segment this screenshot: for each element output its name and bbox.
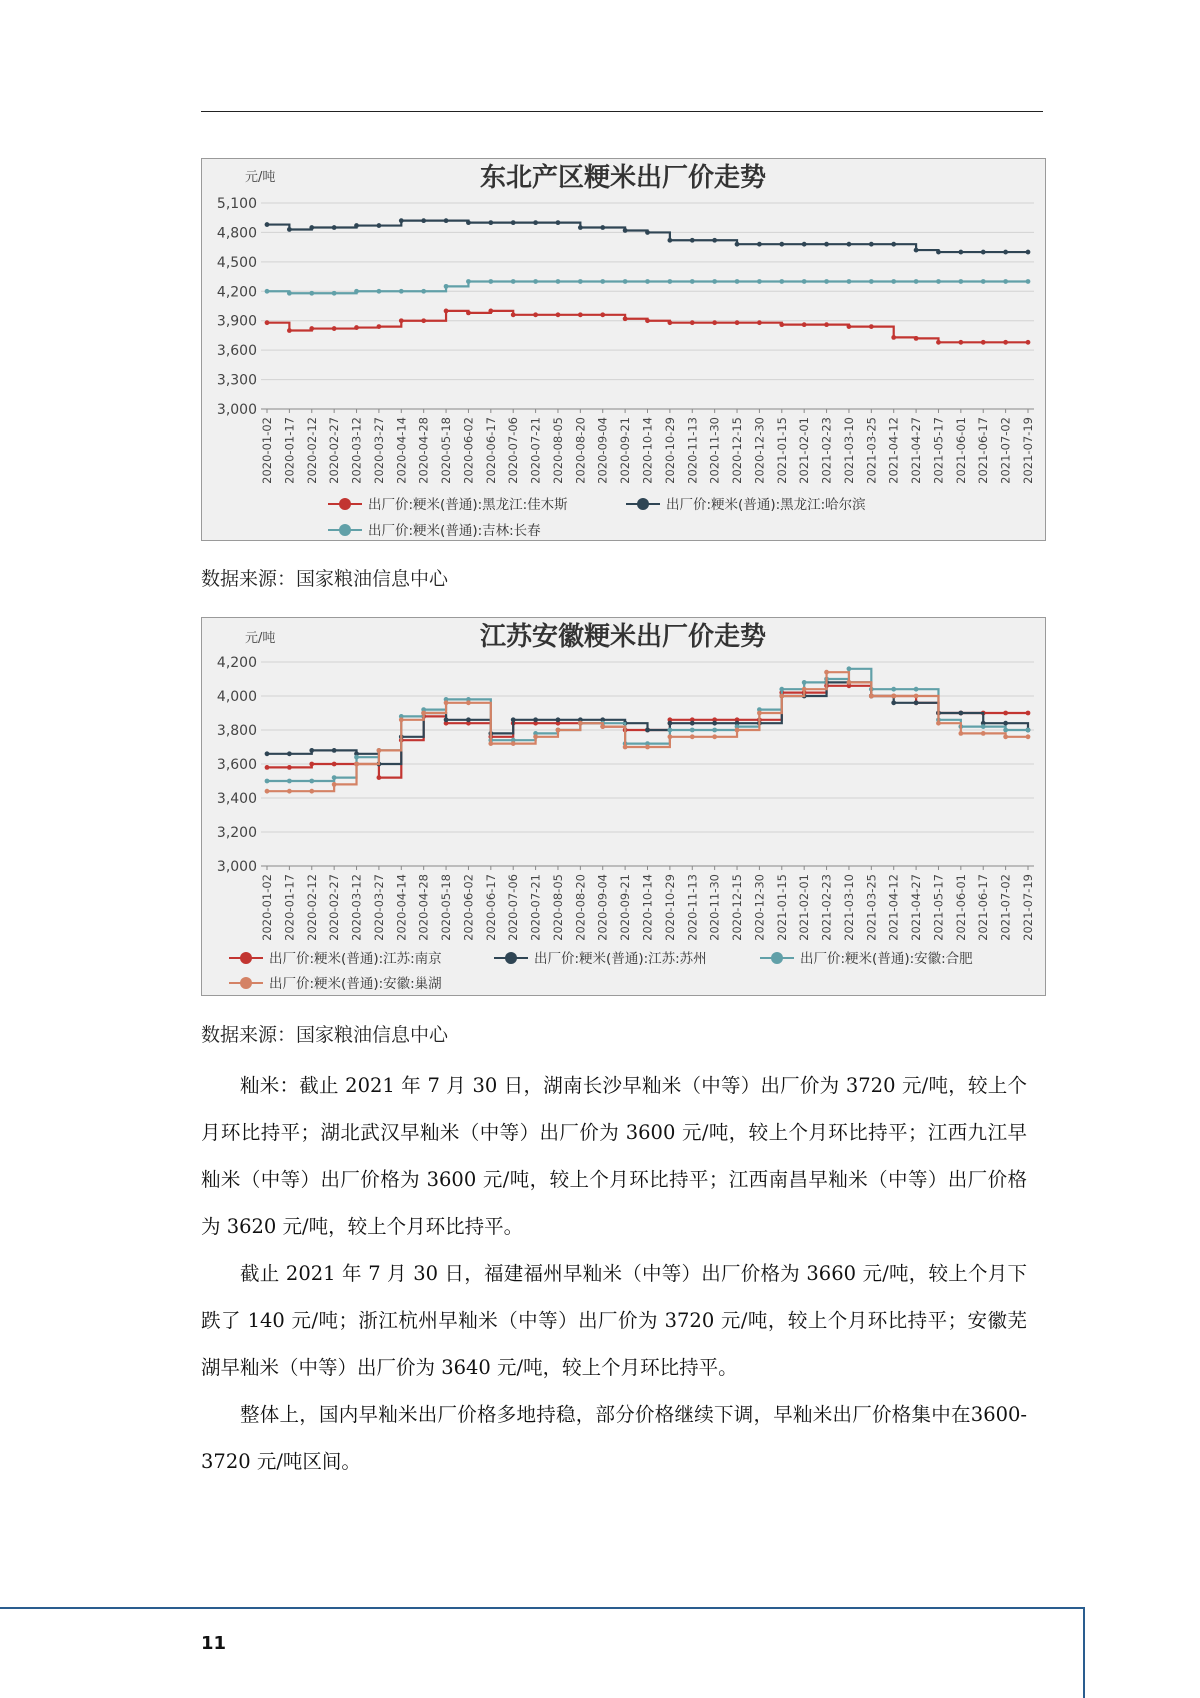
- x-tick-label: 2020-08-20: [573, 417, 588, 484]
- data-point: [891, 335, 896, 340]
- data-point: [891, 279, 896, 284]
- data-point: [511, 717, 516, 722]
- data-point: [779, 322, 784, 327]
- data-point: [488, 220, 493, 225]
- x-tick-label: 2020-10-14: [640, 417, 655, 484]
- data-point: [914, 336, 919, 341]
- data-point: [533, 734, 538, 739]
- x-tick-label: 2021-02-01: [797, 417, 812, 484]
- data-point: [891, 700, 896, 705]
- data-point: [667, 279, 672, 284]
- unit-label: 元/吨: [245, 631, 276, 646]
- data-point: [265, 289, 270, 294]
- data-point: [511, 741, 516, 746]
- x-tick-label: 2020-03-12: [349, 874, 364, 941]
- data-point: [645, 728, 650, 733]
- data-point: [779, 279, 784, 284]
- data-point: [623, 279, 628, 284]
- data-point: [1003, 734, 1008, 739]
- x-tick-label: 2021-04-12: [886, 417, 901, 484]
- x-tick-label: 2020-07-21: [528, 874, 543, 941]
- data-point: [847, 680, 852, 685]
- data-point: [757, 279, 762, 284]
- data-point: [600, 279, 605, 284]
- data-point: [1026, 734, 1031, 739]
- data-point: [869, 324, 874, 329]
- data-point: [1003, 711, 1008, 716]
- x-tick-label: 2021-06-17: [976, 874, 991, 941]
- data-point: [645, 318, 650, 323]
- y-tick-label: 3,200: [216, 825, 257, 841]
- data-point: [309, 225, 314, 230]
- data-point: [1003, 250, 1008, 255]
- legend-label: 出厂价:粳米(普通):江苏:苏州: [534, 951, 707, 967]
- x-tick-label: 2020-04-14: [394, 417, 409, 484]
- x-tick-label: 2021-07-19: [1021, 874, 1035, 941]
- data-point: [824, 242, 829, 247]
- data-point: [511, 312, 516, 317]
- x-tick-label: 2020-04-14: [394, 874, 409, 941]
- x-tick-label: 2020-07-06: [506, 417, 521, 484]
- data-point: [309, 762, 314, 767]
- data-point: [981, 724, 986, 729]
- data-point: [690, 721, 695, 726]
- legend-marker: [339, 498, 351, 510]
- data-point: [287, 779, 292, 784]
- data-point: [511, 279, 516, 284]
- data-point: [265, 779, 270, 784]
- x-tick-label: 2020-10-29: [662, 874, 677, 941]
- x-tick-label: 2020-09-04: [595, 874, 610, 941]
- legend-marker: [771, 952, 783, 964]
- data-point: [1026, 711, 1031, 716]
- data-point: [377, 289, 382, 294]
- y-tick-label: 3,800: [216, 723, 257, 739]
- data-point: [869, 242, 874, 247]
- x-tick-label: 2020-05-18: [439, 417, 454, 484]
- x-tick-label: 2020-09-21: [618, 874, 633, 941]
- data-point: [444, 717, 449, 722]
- x-tick-label: 2021-04-27: [909, 874, 924, 941]
- x-tick-label: 2020-06-02: [461, 417, 476, 484]
- data-point: [332, 748, 337, 753]
- data-point: [600, 312, 605, 317]
- paragraph: 截止 2021 年 7 月 30 日，福建福州早籼米（中等）出厂价格为 3660 元/吨，较上个月下跌了 140 元/吨；浙江杭州早籼米（中等）出厂价为 3720 元/吨，较上个月环比持平；安徽芜湖早籼米（中等）出厂价为 3640 元/吨，较上个月环比持平。: [201, 1262, 1027, 1379]
- data-point: [847, 279, 852, 284]
- data-point: [958, 340, 963, 345]
- data-point: [712, 238, 717, 243]
- data-point: [690, 734, 695, 739]
- x-tick-label: 2021-06-01: [953, 417, 968, 484]
- page-number: 11: [201, 1633, 227, 1654]
- x-tick-label: 2020-01-17: [282, 874, 297, 941]
- data-point: [936, 279, 941, 284]
- x-tick-label: 2020-01-02: [260, 874, 274, 941]
- data-point: [735, 320, 740, 325]
- data-point: [466, 700, 471, 705]
- data-point: [466, 717, 471, 722]
- data-point: [690, 320, 695, 325]
- x-tick-label: 2020-05-18: [439, 874, 454, 941]
- data-point: [958, 279, 963, 284]
- legend-marker: [637, 498, 649, 510]
- source-note-2: 数据来源：国家粮油信息中心: [201, 1024, 449, 1046]
- data-point: [690, 238, 695, 243]
- paragraph: 整体上，国内早籼米出厂价格多地持稳，部分价格继续下调，早籼米出厂价格集中在3600-3720 元/吨区间。: [201, 1403, 1027, 1473]
- data-point: [779, 242, 784, 247]
- data-point: [891, 687, 896, 692]
- data-point: [712, 279, 717, 284]
- data-point: [332, 762, 337, 767]
- chart-title: 东北产区粳米出厂价走势: [479, 163, 767, 193]
- x-tick-label: 2021-03-25: [864, 417, 879, 484]
- data-point: [936, 250, 941, 255]
- data-point: [421, 289, 426, 294]
- x-tick-label: 2020-02-27: [327, 417, 342, 484]
- data-point: [377, 223, 382, 228]
- data-point: [802, 322, 807, 327]
- data-point: [802, 680, 807, 685]
- chart-title: 江苏安徽粳米出厂价走势: [479, 622, 767, 652]
- x-tick-label: 2021-01-15: [774, 417, 789, 484]
- data-point: [824, 322, 829, 327]
- data-point: [914, 248, 919, 253]
- data-point: [578, 225, 583, 230]
- data-point: [399, 218, 404, 223]
- data-point: [958, 711, 963, 716]
- y-tick-label: 4,200: [216, 284, 257, 301]
- data-point: [377, 324, 382, 329]
- data-point: [869, 279, 874, 284]
- y-tick-label: 4,200: [216, 655, 257, 671]
- data-point: [847, 666, 852, 671]
- y-tick-label: 4,800: [216, 225, 257, 242]
- x-tick-label: 2020-07-06: [506, 874, 521, 941]
- y-tick-label: 5,100: [216, 196, 257, 212]
- data-point: [712, 734, 717, 739]
- legend-marker: [240, 952, 252, 964]
- x-tick-label: 2021-04-27: [909, 417, 924, 484]
- data-point: [936, 721, 941, 726]
- legend-marker: [240, 977, 252, 989]
- x-tick-label: 2020-06-17: [483, 417, 498, 484]
- chart-northeast-svg: [202, 159, 1045, 540]
- y-tick-label: 4,000: [216, 689, 257, 705]
- data-point: [779, 694, 784, 699]
- data-point: [735, 279, 740, 284]
- y-tick-label: 3,000: [216, 402, 257, 418]
- data-point: [735, 728, 740, 733]
- data-point: [667, 721, 672, 726]
- data-point: [444, 218, 449, 223]
- data-point: [377, 775, 382, 780]
- data-point: [332, 775, 337, 780]
- data-point: [802, 279, 807, 284]
- x-tick-label: 2020-03-12: [349, 417, 364, 484]
- data-point: [802, 242, 807, 247]
- x-tick-label: 2020-12-30: [752, 417, 767, 484]
- x-tick-label: 2020-11-30: [707, 874, 722, 941]
- data-point: [690, 279, 695, 284]
- data-point: [981, 250, 986, 255]
- x-tick-label: 2020-10-14: [640, 874, 655, 941]
- legend-label: 出厂价:粳米(普通):黑龙江:哈尔滨: [666, 497, 866, 513]
- data-point: [556, 728, 561, 733]
- data-point: [914, 694, 919, 699]
- data-point: [265, 751, 270, 756]
- data-point: [287, 789, 292, 794]
- legend-marker: [339, 524, 351, 536]
- data-point: [556, 312, 561, 317]
- data-point: [287, 227, 292, 232]
- data-point: [309, 779, 314, 784]
- y-tick-label: 3,300: [216, 372, 257, 389]
- data-point: [1003, 340, 1008, 345]
- data-point: [354, 755, 359, 760]
- data-point: [332, 291, 337, 296]
- data-point: [578, 312, 583, 317]
- x-tick-label: 2020-09-04: [595, 417, 610, 484]
- data-point: [667, 238, 672, 243]
- x-tick-label: 2021-04-12: [886, 874, 901, 941]
- data-point: [936, 340, 941, 345]
- data-point: [332, 782, 337, 787]
- x-tick-label: 2021-02-23: [819, 417, 834, 484]
- data-point: [645, 279, 650, 284]
- x-tick-label: 2021-06-01: [953, 874, 968, 941]
- data-point: [1026, 728, 1031, 733]
- data-point: [309, 789, 314, 794]
- data-point: [265, 320, 270, 325]
- x-tick-label: 2020-07-21: [528, 417, 543, 484]
- data-point: [533, 220, 538, 225]
- data-point: [757, 711, 762, 716]
- data-point: [287, 291, 292, 296]
- data-point: [847, 242, 852, 247]
- legend-marker: [505, 952, 517, 964]
- data-point: [421, 318, 426, 323]
- data-point: [600, 724, 605, 729]
- data-point: [690, 728, 695, 733]
- data-point: [712, 320, 717, 325]
- x-tick-label: 2020-02-12: [304, 417, 319, 484]
- y-tick-label: 3,000: [216, 859, 257, 875]
- data-point: [578, 279, 583, 284]
- x-tick-label: 2020-03-27: [371, 417, 386, 484]
- data-point: [265, 765, 270, 770]
- data-point: [444, 700, 449, 705]
- body-text: [201, 1062, 1027, 1485]
- chart-northeast: [201, 158, 1046, 541]
- x-tick-label: 2020-06-02: [461, 874, 476, 941]
- data-point: [399, 318, 404, 323]
- y-tick-label: 3,900: [216, 313, 257, 330]
- data-point: [779, 687, 784, 692]
- data-point: [667, 320, 672, 325]
- data-point: [869, 694, 874, 699]
- x-tick-label: 2021-05-17: [931, 874, 946, 941]
- data-point: [757, 320, 762, 325]
- data-point: [466, 310, 471, 315]
- data-point: [578, 721, 583, 726]
- data-point: [623, 316, 628, 321]
- data-point: [265, 222, 270, 227]
- data-point: [354, 325, 359, 330]
- x-tick-label: 2021-03-25: [864, 874, 879, 941]
- data-point: [399, 289, 404, 294]
- x-tick-label: 2020-04-28: [416, 417, 431, 484]
- x-tick-label: 2020-03-27: [371, 874, 386, 941]
- x-tick-label: 2020-12-30: [752, 874, 767, 941]
- data-point: [623, 228, 628, 233]
- x-tick-label: 2020-08-05: [550, 417, 565, 484]
- paragraph: 籼米：截止 2021 年 7 月 30 日，湖南长沙早籼米（中等）出厂价为 3720 元/吨，较上个月环比持平；湖北武汉早籼米（中等）出厂价为 3600 元/吨，较上个月环比持平；江西九江早籼米（中等）出厂价格为 3600 元/吨，较上个月环比持平；江西南昌早籼米（中等）出厂价格为 3620 元/吨，较上个月环比持平。: [201, 1074, 1027, 1238]
- x-tick-label: 2020-12-15: [730, 417, 745, 484]
- data-point: [667, 734, 672, 739]
- x-tick-label: 2021-07-02: [998, 417, 1013, 484]
- x-tick-label: 2021-07-19: [1021, 417, 1035, 484]
- y-tick-label: 3,600: [216, 757, 257, 773]
- data-point: [421, 711, 426, 716]
- data-point: [377, 748, 382, 753]
- legend-label: 出厂价:粳米(普通):黑龙江:佳木斯: [368, 497, 568, 513]
- chart-jiangsu-anhui-svg: [202, 618, 1045, 995]
- data-point: [354, 762, 359, 767]
- data-point: [421, 218, 426, 223]
- data-point: [712, 728, 717, 733]
- data-point: [914, 279, 919, 284]
- source-note-1: 数据来源：国家粮油信息中心: [201, 568, 449, 590]
- data-point: [981, 340, 986, 345]
- data-point: [533, 279, 538, 284]
- data-point: [488, 741, 493, 746]
- data-point: [645, 745, 650, 750]
- data-point: [891, 694, 896, 699]
- x-tick-label: 2021-03-10: [841, 874, 856, 941]
- data-point: [444, 284, 449, 289]
- data-point: [824, 670, 829, 675]
- x-tick-label: 2021-06-17: [976, 417, 991, 484]
- data-point: [533, 312, 538, 317]
- x-tick-label: 2021-01-15: [774, 874, 789, 941]
- data-point: [1026, 279, 1031, 284]
- legend-label: 出厂价:粳米(普通):江苏:南京: [269, 951, 442, 967]
- data-point: [1003, 279, 1008, 284]
- x-tick-label: 2020-11-30: [707, 417, 722, 484]
- x-tick-label: 2021-03-10: [841, 417, 856, 484]
- data-point: [488, 279, 493, 284]
- data-point: [488, 309, 493, 314]
- x-tick-label: 2020-02-12: [304, 874, 319, 941]
- y-tick-label: 3,600: [216, 343, 257, 360]
- x-tick-label: 2020-12-15: [730, 874, 745, 941]
- data-point: [287, 328, 292, 333]
- data-point: [1003, 728, 1008, 733]
- x-tick-label: 2021-02-23: [819, 874, 834, 941]
- data-point: [309, 291, 314, 296]
- data-point: [735, 242, 740, 247]
- x-tick-label: 2020-10-29: [662, 416, 677, 484]
- data-point: [556, 717, 561, 722]
- data-point: [824, 279, 829, 284]
- data-point: [1026, 250, 1031, 255]
- data-point: [309, 748, 314, 753]
- data-point: [466, 279, 471, 284]
- chart-jiangsu-anhui: [201, 617, 1046, 996]
- data-point: [466, 220, 471, 225]
- x-tick-label: 2020-09-21: [618, 417, 633, 484]
- data-point: [958, 731, 963, 736]
- data-point: [265, 789, 270, 794]
- y-tick-label: 3,400: [216, 791, 257, 807]
- data-point: [623, 745, 628, 750]
- data-point: [981, 731, 986, 736]
- data-point: [891, 242, 896, 247]
- x-tick-label: 2021-07-02: [998, 874, 1013, 941]
- data-point: [287, 765, 292, 770]
- x-tick-label: 2020-11-13: [685, 874, 700, 941]
- data-point: [533, 717, 538, 722]
- legend-label: 出厂价:粳米(普通):安徽:巢湖: [269, 976, 442, 992]
- footer-frame: [0, 1607, 1085, 1698]
- series-line: [267, 682, 1028, 764]
- data-point: [1026, 340, 1031, 345]
- data-point: [399, 717, 404, 722]
- data-point: [354, 223, 359, 228]
- data-point: [287, 751, 292, 756]
- data-point: [600, 225, 605, 230]
- data-point: [802, 687, 807, 692]
- data-point: [511, 220, 516, 225]
- legend-label: 出厂价:粳米(普通):吉林:长春: [368, 523, 541, 539]
- data-point: [914, 687, 919, 692]
- data-point: [667, 728, 672, 733]
- data-point: [958, 250, 963, 255]
- x-tick-label: 2020-01-17: [282, 417, 297, 484]
- data-point: [332, 225, 337, 230]
- data-point: [444, 309, 449, 314]
- x-tick-label: 2020-01-02: [260, 417, 274, 484]
- data-point: [332, 326, 337, 331]
- data-point: [757, 242, 762, 247]
- data-point: [981, 279, 986, 284]
- legend-label: 出厂价:粳米(普通):安徽:合肥: [800, 951, 973, 967]
- data-point: [556, 220, 561, 225]
- data-point: [309, 326, 314, 331]
- data-point: [645, 230, 650, 235]
- x-tick-label: 2021-02-01: [797, 874, 812, 941]
- data-point: [847, 324, 852, 329]
- x-tick-label: 2020-04-28: [416, 874, 431, 941]
- data-point: [914, 700, 919, 705]
- x-tick-label: 2020-06-17: [483, 874, 498, 941]
- data-point: [354, 289, 359, 294]
- unit-label: 元/吨: [245, 170, 276, 185]
- y-tick-label: 4,500: [216, 254, 257, 271]
- data-point: [1003, 721, 1008, 726]
- data-point: [712, 721, 717, 726]
- x-tick-label: 2020-11-13: [685, 417, 700, 484]
- x-tick-label: 2020-02-27: [327, 874, 342, 941]
- x-tick-label: 2021-05-17: [931, 417, 946, 484]
- x-tick-label: 2020-08-20: [573, 874, 588, 941]
- header-rule: [201, 111, 1043, 112]
- data-point: [556, 279, 561, 284]
- x-tick-label: 2020-08-05: [550, 874, 565, 941]
